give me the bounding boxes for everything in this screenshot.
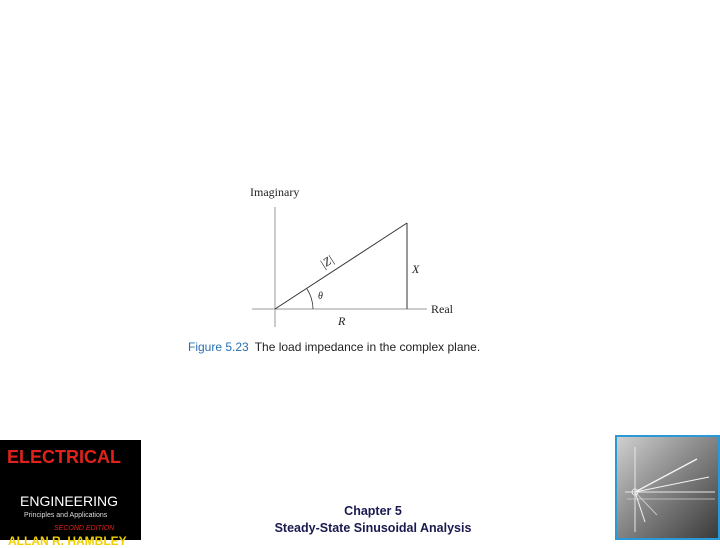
book-subtitle: Principles and Applications <box>24 512 108 519</box>
chapter-title: Steady-State Sinusoidal Analysis <box>274 521 472 535</box>
chapter-footer <box>243 503 503 537</box>
logo-graphic <box>617 437 718 538</box>
chapter-number: Chapter 5 <box>344 504 402 518</box>
angle-arc <box>307 289 313 309</box>
figure-number: Figure 5.23 <box>188 340 249 354</box>
book-author: ALLAN R. HAMBLEY <box>8 534 127 548</box>
reactance-label: X <box>412 262 420 276</box>
figure-caption-text: The load impedance in the complex plane. <box>254 340 481 354</box>
magnitude-label: |Z| <box>317 252 337 272</box>
imaginary-axis-label: Imaginary <box>250 185 300 199</box>
book-title-line1: ELECTRICAL <box>7 447 121 467</box>
book-cover <box>0 440 141 548</box>
real-axis-label: Real <box>431 302 453 316</box>
book-title-line2: ENGINEERING <box>20 493 119 509</box>
vector-plot-logo-icon <box>615 435 720 540</box>
angle-label: θ <box>318 291 323 302</box>
book-edition: SECOND EDITION <box>54 525 115 532</box>
resistance-label: R <box>338 314 346 328</box>
figure-caption <box>188 340 548 358</box>
impedance-vector <box>275 223 407 309</box>
complex-plane-diagram <box>180 175 540 365</box>
